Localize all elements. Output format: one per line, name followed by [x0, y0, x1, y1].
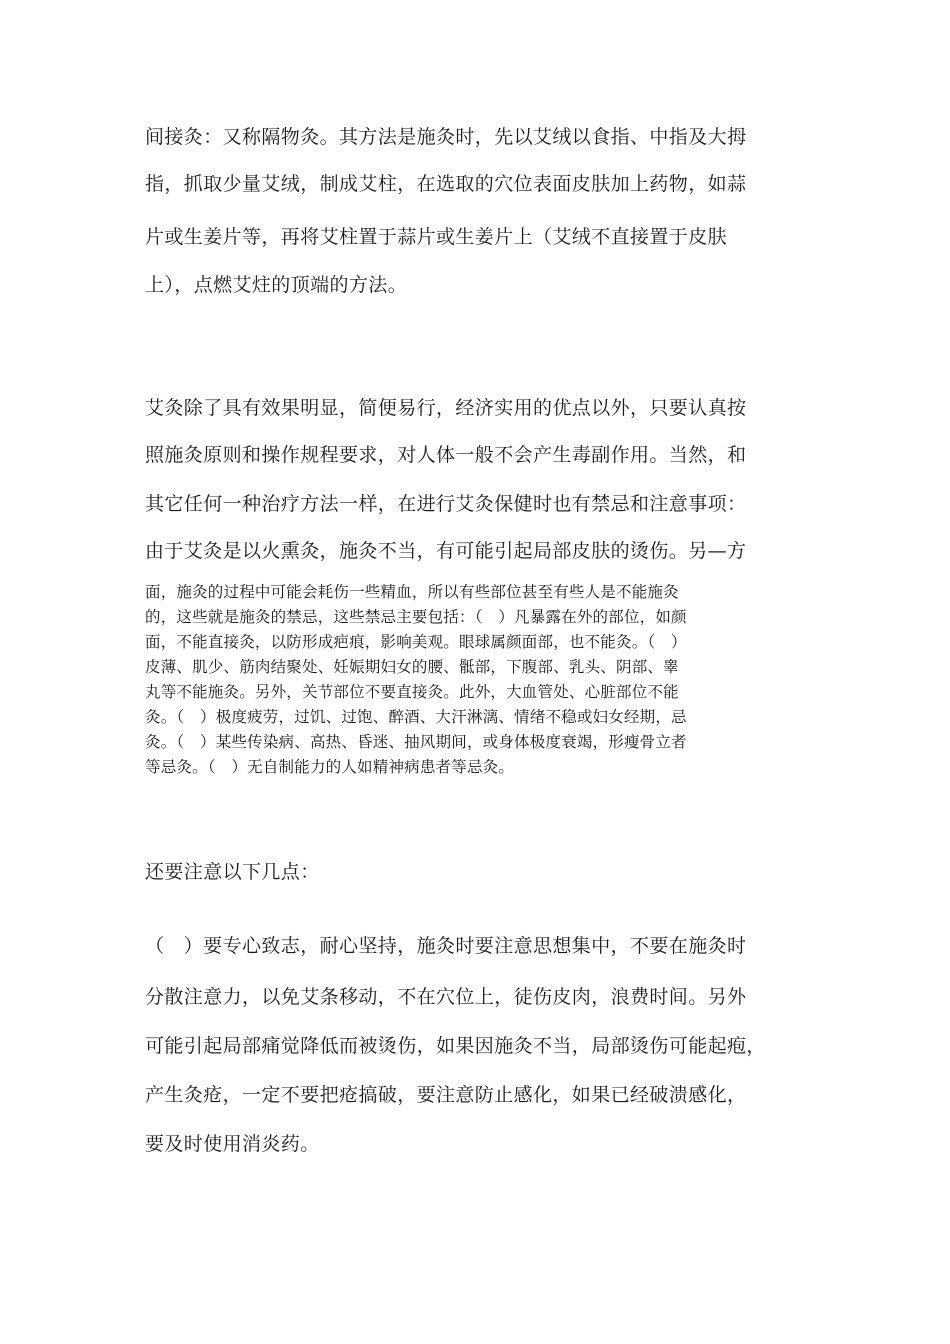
paragraph1-line-2: 指，抓取少量艾绒，制成艾柱，在选取的穴位表面皮肤加上药物，如蒜 — [145, 173, 747, 195]
paragraph2-line-2: 照施灸原则和操作规程要求，对人体一般不会产生毒副作用。当然，和 — [145, 444, 747, 466]
paragraph3-line-2: 的，这些就是施灸的禁忌，这些禁忌主要包括：（ ）凡暴露在外的部位，如颜 — [145, 608, 687, 626]
paragraph3-line-5: 丸等不能施灸。另外，关节部位不要直接灸。此外，大血管处、心脏部位不能 — [145, 683, 679, 701]
paragraph5-line-5: 要及时使用消炎药。 — [145, 1133, 320, 1155]
paragraph5-line-1: （ ）要专心致志，耐心坚持，施灸时要注意思想集中，不要在施灸时 — [145, 935, 747, 957]
paragraph2-line-3: 其它任何一种治疗方法一样，在进行艾灸保健时也有禁忌和注意事项： — [145, 493, 747, 515]
paragraph3-line-1: 面，施灸的过程中可能会耗伤一些精血，所以有些部位甚至有些人是不能施灸 — [145, 583, 679, 601]
paragraph5-line-2: 分散注意力，以免艾条移动，不在穴位上，徒伤皮肉，浪费时间。另外 — [145, 986, 747, 1008]
paragraph1-line-1: 间接灸：又称隔物灸。其方法是施灸时，先以艾绒以食指、中指及大拇 — [145, 126, 747, 148]
paragraph3-line-3: 面，不能直接灸，以防形成疤痕，影响美观。眼球属颜面部，也不能灸。（ ） — [145, 633, 687, 651]
paragraph3-line-8: 等忌灸。（ ）无自制能力的人如精神病患者等忌灸。 — [145, 758, 515, 776]
heading-notes: 还要注意以下几点： — [145, 861, 320, 883]
paragraph1-line-3: 片或生姜片等，再将艾柱置于蒜片或生姜片上（艾绒不直接置于皮肤 — [145, 226, 728, 248]
paragraph2-line-1: 艾灸除了具有效果明显，简便易行，经济实用的优点以外，只要认真按 — [145, 397, 747, 419]
paragraph1-line-4: 上），点燃艾炷的顶端的方法。 — [145, 274, 408, 296]
paragraph3-line-6: 灸。（ ）极度疲劳，过饥、过饱、醉酒、大汗淋漓、情绪不稳或妇女经期，忌 — [145, 708, 687, 726]
paragraph3-line-4: 皮薄、肌少、筋肉结聚处、妊娠期妇女的腰、骶部，下腹部、乳头、阴部、睾 — [145, 658, 679, 676]
paragraph3-line-7: 灸。（ ）某些传染病、高热、昏迷、抽风期间，或身体极度衰竭，形瘦骨立者 — [145, 733, 687, 751]
paragraph5-line-3: 可能引起局部痛觉降低而被烫伤，如果因施灸不当，局部烫伤可能起疱， — [145, 1035, 766, 1057]
paragraph5-line-4: 产生灸疮，一定不要把疮搞破，要注意防止感化，如果已经破溃感化， — [145, 1084, 747, 1106]
paragraph2-line-4: 由于艾灸是以火熏灸，施灸不当，有可能引起局部皮肤的烫伤。另—方 — [145, 540, 747, 562]
